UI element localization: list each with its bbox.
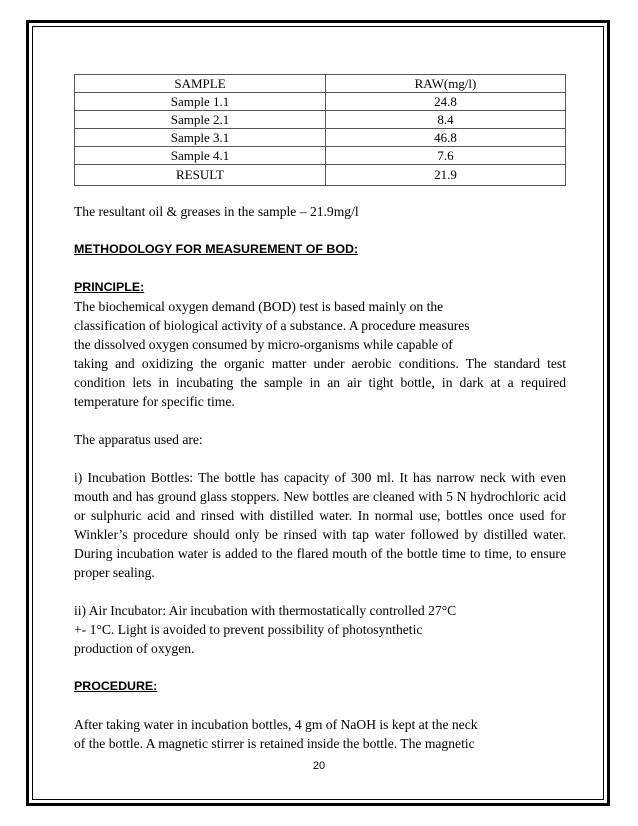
incubation-bottles-paragraph: i) Incubation Bottles: The bottle has capacity of 300 ml. It has narrow neck with even mouth and has ground glass stoppers. New bottles are cleaned with 5 N hydrochloric acid or sulphuric acid and rinsed with distilled water. In normal use, bottles once used for Winkler’s procedure should only be rinsed with tap water followed by distilled water. During incubation water is added to the flared mouth of the bottle time to time, to ensure proper sealing. <box>74 470 566 580</box>
result-line: The resultant oil & greases in the sample – 21.9mg/l <box>74 204 359 219</box>
apparatus-intro: The apparatus used are: <box>74 432 203 447</box>
table-cell-result-label: RESULT <box>75 165 326 186</box>
table-row <box>75 93 566 111</box>
principle-heading: PRINCIPLE: <box>74 280 145 294</box>
air-incubator-line: +- 1°C. Light is avoided to prevent possibility of photosynthetic <box>74 622 423 637</box>
principle-line: The biochemical oxygen demand (BOD) test is based mainly on the <box>74 299 444 314</box>
table-cell-sample: Sample 4.1 <box>75 147 326 165</box>
air-incubator-line: production of oxygen. <box>74 641 195 656</box>
table-header-row <box>75 75 566 93</box>
document-body <box>74 74 566 753</box>
table-cell-sample: Sample 2.1 <box>75 111 326 129</box>
sample-table <box>74 74 566 186</box>
table-cell-raw: 24.8 <box>326 93 566 111</box>
table-row <box>75 147 566 165</box>
table-cell-raw: 7.6 <box>326 147 566 165</box>
table-result-row <box>75 165 566 186</box>
table-cell-sample: Sample 3.1 <box>75 129 326 147</box>
table-row <box>75 129 566 147</box>
table-cell-sample: Sample 1.1 <box>75 93 326 111</box>
procedure-line: of the bottle. A magnetic stirrer is retained inside the bottle. The magnetic <box>74 736 475 751</box>
page-number: 20 <box>312 760 326 772</box>
table-header-sample: SAMPLE <box>75 75 326 93</box>
air-incubator-line: ii) Air Incubator: Air incubation with thermostatically controlled 27°C <box>74 603 457 618</box>
principle-paragraph: taking and oxidizing the organic matter under aerobic conditions. The standard test condition lets in incubating the sample in an air tight bottle, in dark at a required temperature for specific time. <box>74 356 566 409</box>
procedure-line: After taking water in incubation bottles, 4 gm of NaOH is kept at the neck <box>74 717 478 732</box>
table-cell-raw: 46.8 <box>326 129 566 147</box>
table-cell-raw: 8.4 <box>326 111 566 129</box>
principle-line: the dissolved oxygen consumed by micro-organisms while capable of <box>74 337 453 352</box>
table-cell-result-value: 21.9 <box>326 165 566 186</box>
methodology-heading: METHODOLOGY FOR MEASUREMENT OF BOD: <box>74 242 359 256</box>
table-header-raw: RAW(mg/l) <box>326 75 566 93</box>
procedure-heading: PROCEDURE: <box>74 679 158 693</box>
table-row <box>75 111 566 129</box>
principle-line: classification of biological activity of a substance. A procedure measures <box>74 318 470 333</box>
